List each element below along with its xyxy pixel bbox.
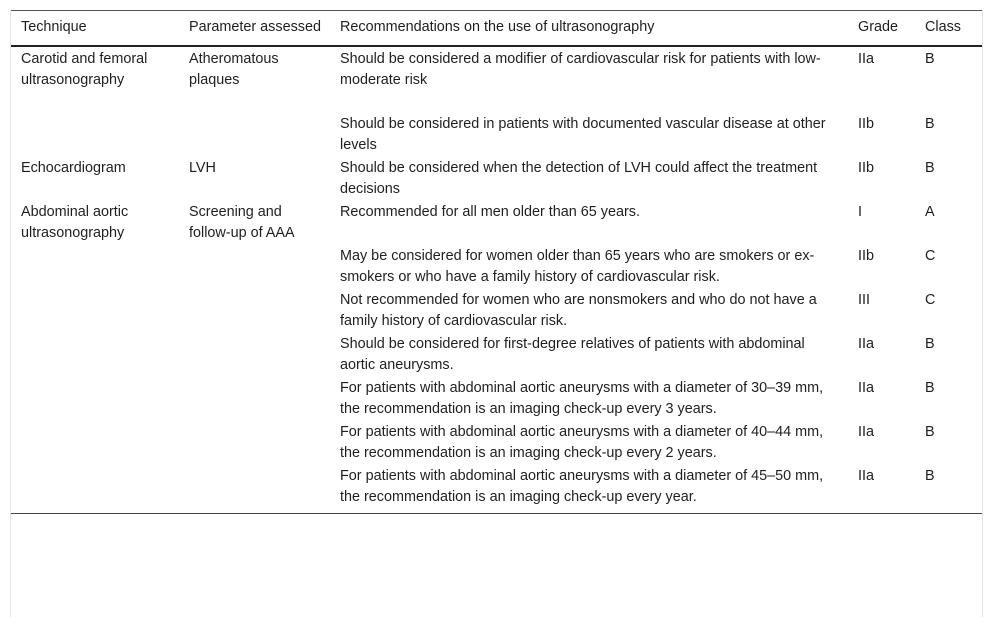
cell-technique: [11, 333, 179, 377]
cell-recommendation: For patients with abdominal aortic aneurysms with a diameter of 45–50 mm, the recommendation is an imaging check-up every year.: [340, 468, 824, 505]
cell-grade: IIa: [858, 336, 874, 352]
cell-class: B: [925, 468, 935, 484]
cell-grade: I: [858, 204, 862, 220]
table-body: [11, 46, 982, 514]
cell-parameter: [179, 465, 330, 514]
table-header: [11, 11, 982, 47]
cell-recommendation: May be considered for women older than 65 years who are smokers or ex-smokers or who have a family history of cardiovascular risk.: [340, 248, 815, 285]
cell-class: B: [925, 160, 935, 176]
cell-technique: [11, 113, 179, 157]
table-row: [11, 157, 982, 201]
cell-technique: Carotid and femoral ultrasonography: [21, 51, 148, 88]
cell-parameter: Screening and follow-up of AAA: [189, 204, 295, 241]
recommendations-table-container: [10, 10, 983, 617]
cell-technique: [11, 421, 179, 465]
cell-recommendation: For patients with abdominal aortic aneurysms with a diameter of 30–39 mm, the recommendation is an imaging check-up every 3 years.: [340, 380, 824, 417]
cell-class: B: [925, 380, 935, 396]
table-row: [11, 333, 982, 377]
cell-class: B: [925, 336, 935, 352]
cell-parameter: [179, 377, 330, 421]
cell-class: B: [925, 424, 935, 440]
cell-grade: IIa: [858, 468, 874, 484]
cell-recommendation: Recommended for all men older than 65 years.: [340, 204, 640, 220]
table-row: [11, 377, 982, 421]
table-row: [11, 289, 982, 333]
table-row: [11, 113, 982, 157]
cell-parameter: [179, 333, 330, 377]
cell-recommendation: Should be considered when the detection of LVH could affect the treatment decisions: [340, 160, 818, 197]
cell-recommendation: Should be considered for first-degree relatives of patients with abdominal aortic aneurysms.: [340, 336, 805, 373]
table-row: [11, 465, 982, 514]
cell-grade: IIb: [858, 248, 874, 264]
cell-recommendation: Not recommended for women who are nonsmokers and who do not have a family history of cardiovascular risk.: [340, 292, 817, 329]
cell-recommendation: For patients with abdominal aortic aneurysms with a diameter of 40–44 mm, the recommendation is an imaging check-up every 2 years.: [340, 424, 824, 461]
cell-class: A: [925, 204, 935, 220]
header-technique: Technique: [21, 19, 87, 35]
table-row: [11, 201, 982, 245]
cell-grade: III: [858, 292, 870, 308]
recommendations-table: [11, 10, 982, 514]
cell-parameter: [179, 421, 330, 465]
cell-class: B: [925, 51, 935, 67]
cell-parameter: [179, 289, 330, 333]
table-row: [11, 421, 982, 465]
cell-class: B: [925, 116, 935, 132]
cell-technique: [11, 377, 179, 421]
cell-class: C: [925, 292, 936, 308]
cell-grade: IIa: [858, 51, 874, 67]
cell-parameter: [179, 113, 330, 157]
cell-grade: IIa: [858, 380, 874, 396]
table-row: [11, 245, 982, 289]
table-row: [11, 46, 982, 113]
header-row: [11, 11, 982, 47]
cell-parameter: LVH: [189, 160, 216, 176]
cell-recommendation: Should be considered in patients with documented vascular disease at other levels: [340, 116, 826, 153]
cell-technique: [11, 289, 179, 333]
cell-grade: IIb: [858, 116, 874, 132]
cell-parameter: Atheromatous plaques: [189, 51, 279, 88]
cell-recommendation: [330, 46, 848, 113]
header-parameter: Parameter assessed: [189, 19, 321, 35]
header-class: Class: [925, 19, 961, 35]
cell-technique: Abdominal aortic ultrasonography: [21, 204, 129, 241]
cell-grade: IIb: [858, 160, 874, 176]
cell-parameter: [179, 245, 330, 289]
cell-class: C: [925, 248, 936, 264]
header-recommendations: Recommendations on the use of ultrasonography: [340, 19, 655, 35]
cell-grade: IIa: [858, 424, 874, 440]
header-grade: Grade: [858, 19, 898, 35]
cell-technique: [11, 245, 179, 289]
recommendation-text: Should be considered a modifier of cardiovascular risk for patients with low-moderate risk: [340, 51, 821, 88]
cell-technique: [11, 465, 179, 514]
cell-technique: Echocardiogram: [21, 160, 126, 176]
